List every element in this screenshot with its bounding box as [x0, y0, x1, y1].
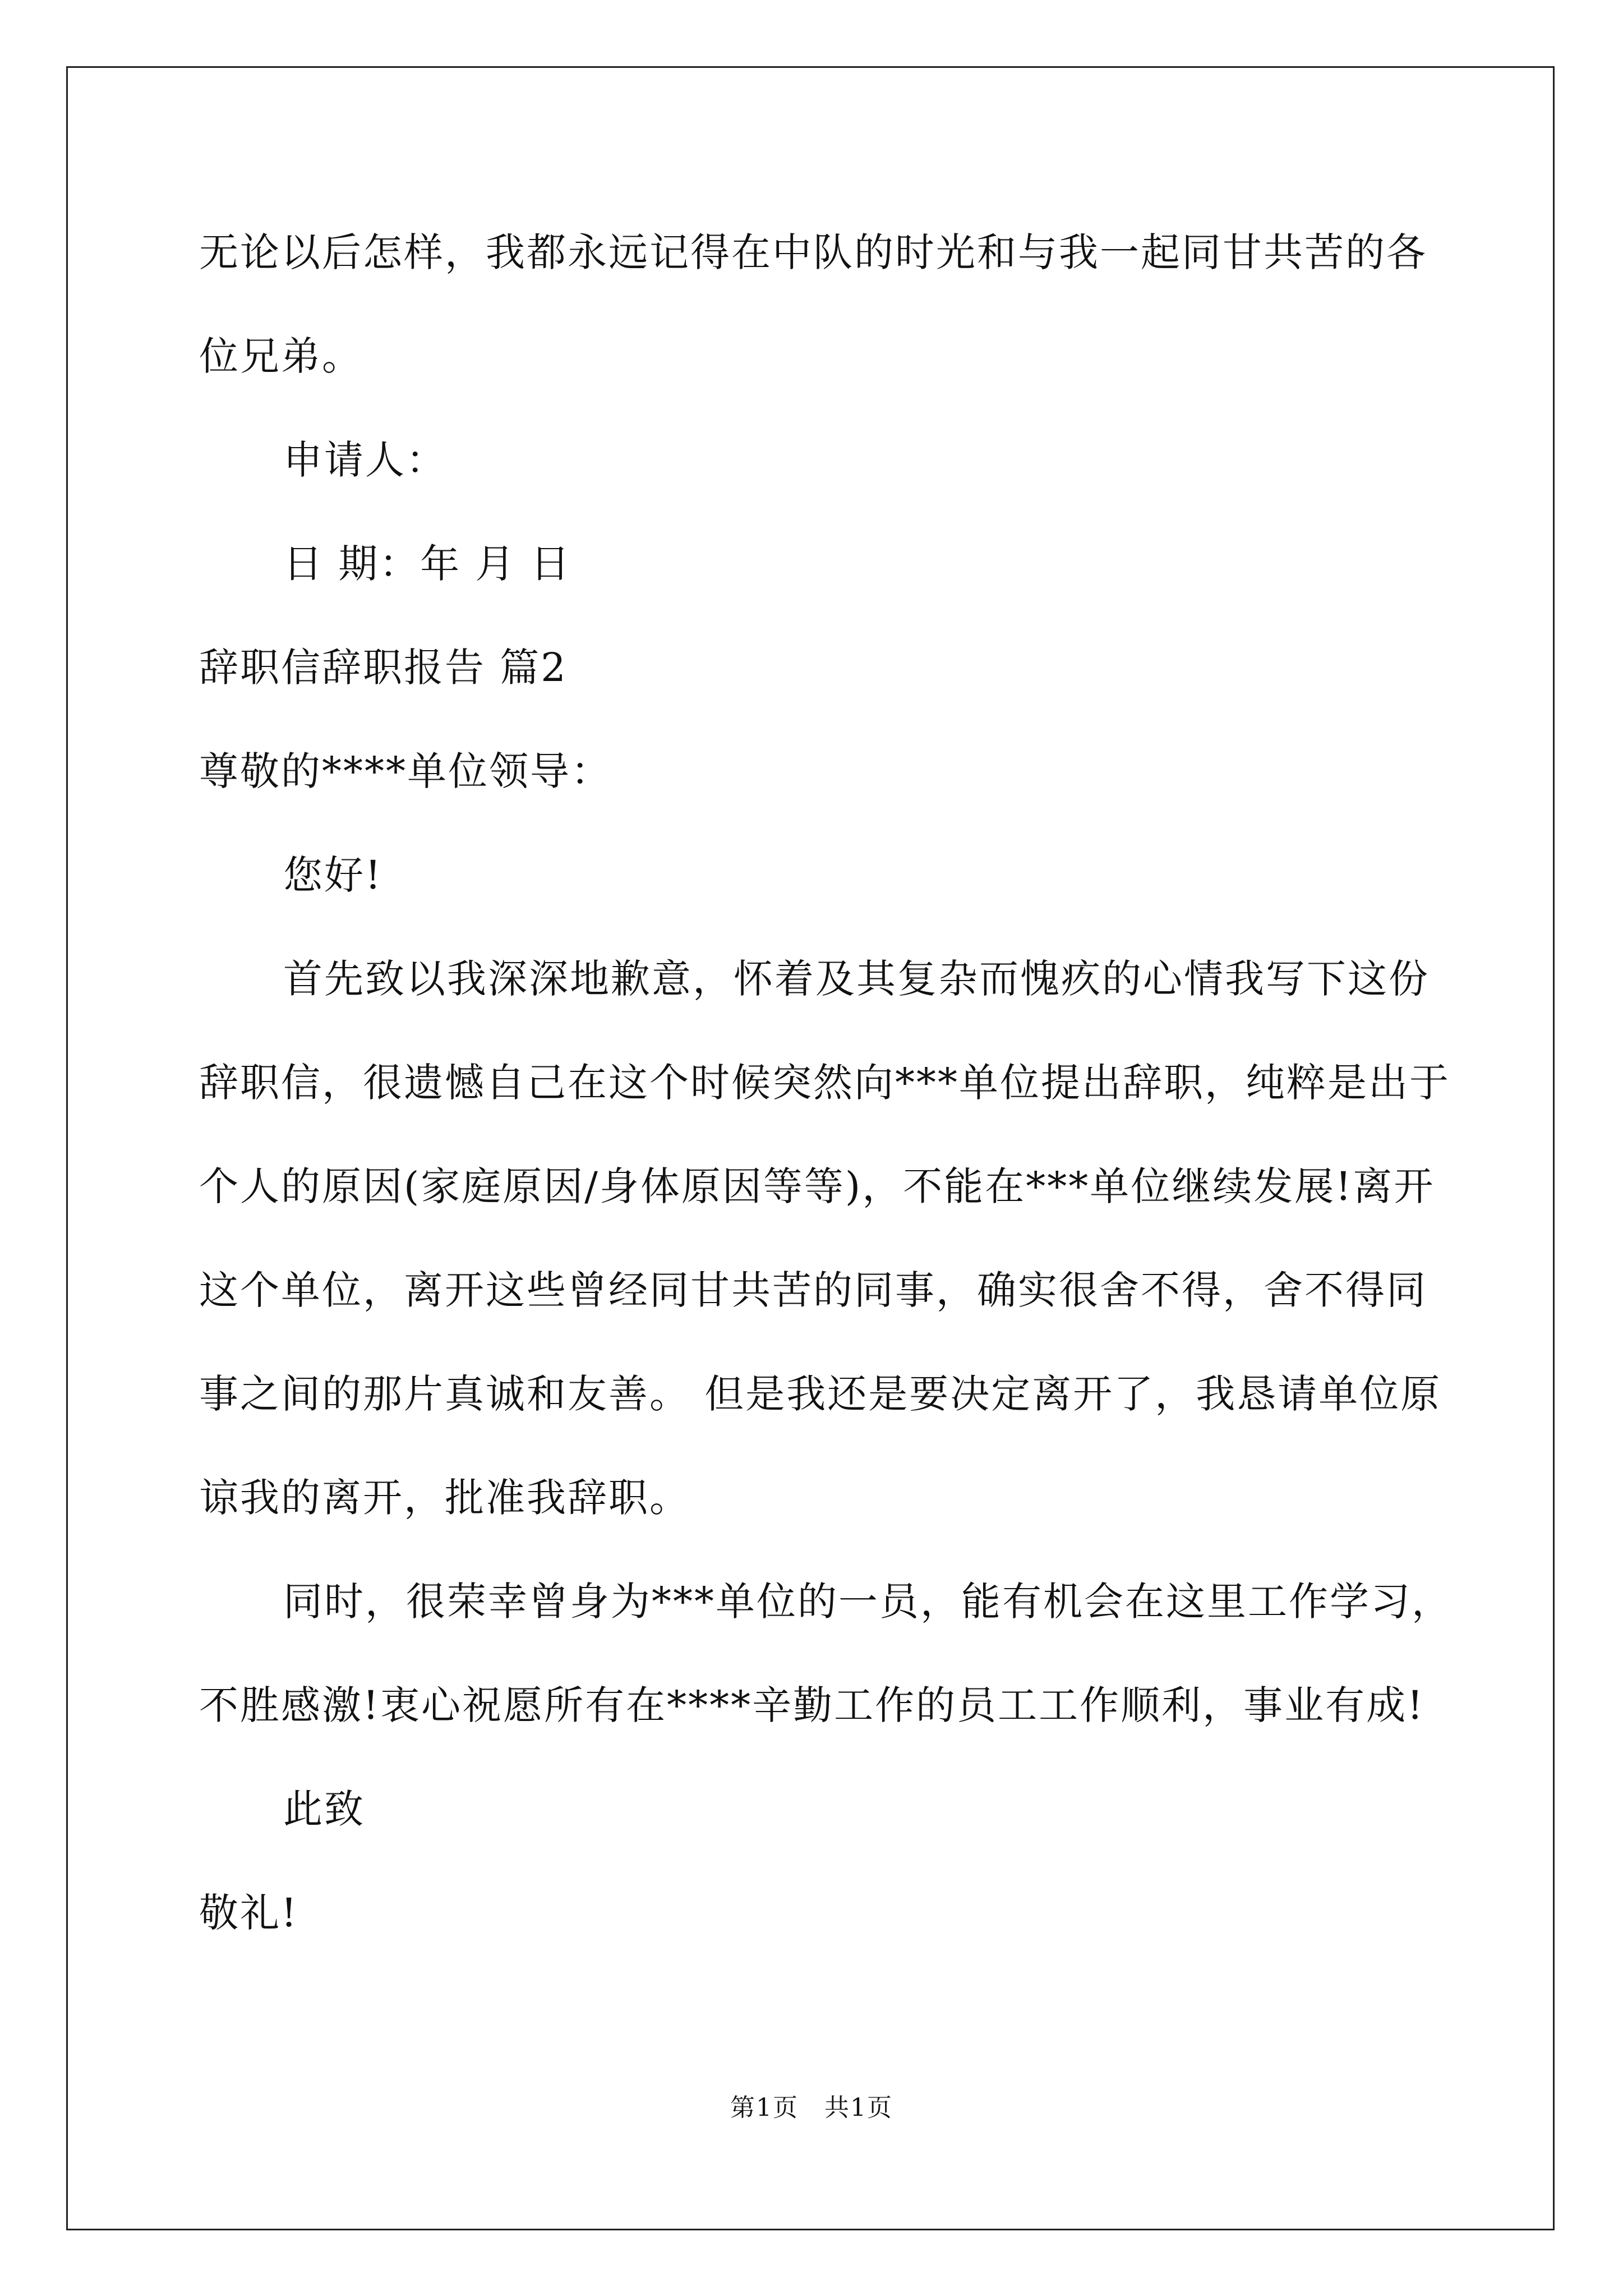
paragraph-2-line-2: 不胜感激!衷心祝愿所有在****辛勤工作的员工工作顺利，事业有成!	[199, 1682, 1425, 1728]
page-number: 第1页 共1页	[730, 2093, 893, 2122]
paragraph-1-line-6: 谅我的离开，批准我辞职。	[199, 1475, 690, 1521]
paragraph-1-line-1: 首先致以我深深地歉意，怀着及其复杂而愧疚的心情我写下这份	[283, 956, 1430, 1002]
greeting: 您好!	[283, 852, 383, 898]
date-label: 日 期：年 月 日	[283, 541, 571, 587]
section-title: 辞职信辞职报告 篇2	[199, 645, 568, 691]
body-line-2: 位兄弟。	[199, 333, 363, 379]
closing-salute: 敬礼!	[199, 1890, 299, 1936]
paragraph-1-line-2: 辞职信，很遗憾自己在这个时候突然向***单位提出辞职，纯粹是出于	[199, 1060, 1450, 1106]
closing-phrase: 此致	[283, 1786, 365, 1832]
paragraph-1-line-5: 事之间的那片真诚和友善。 但是我还是要决定离开了，我恳请单位原	[199, 1371, 1442, 1417]
body-line-1: 无论以后怎样，我都永远记得在中队的时光和与我一起同甘共苦的各	[199, 229, 1427, 275]
applicant-label: 申请人：	[283, 437, 447, 483]
salutation: 尊敬的****单位领导：	[199, 748, 612, 794]
paragraph-1-line-3: 个人的原因(家庭原因/身体原因等等)，不能在***单位继续发展!离开	[199, 1163, 1435, 1209]
paragraph-2-line-1: 同时，很荣幸曾身为***单位的一员，能有机会在这里工作学习，	[283, 1579, 1453, 1625]
paragraph-1-line-4: 这个单位，离开这些曾经同甘共苦的同事，确实很舍不得，舍不得同	[199, 1267, 1427, 1313]
